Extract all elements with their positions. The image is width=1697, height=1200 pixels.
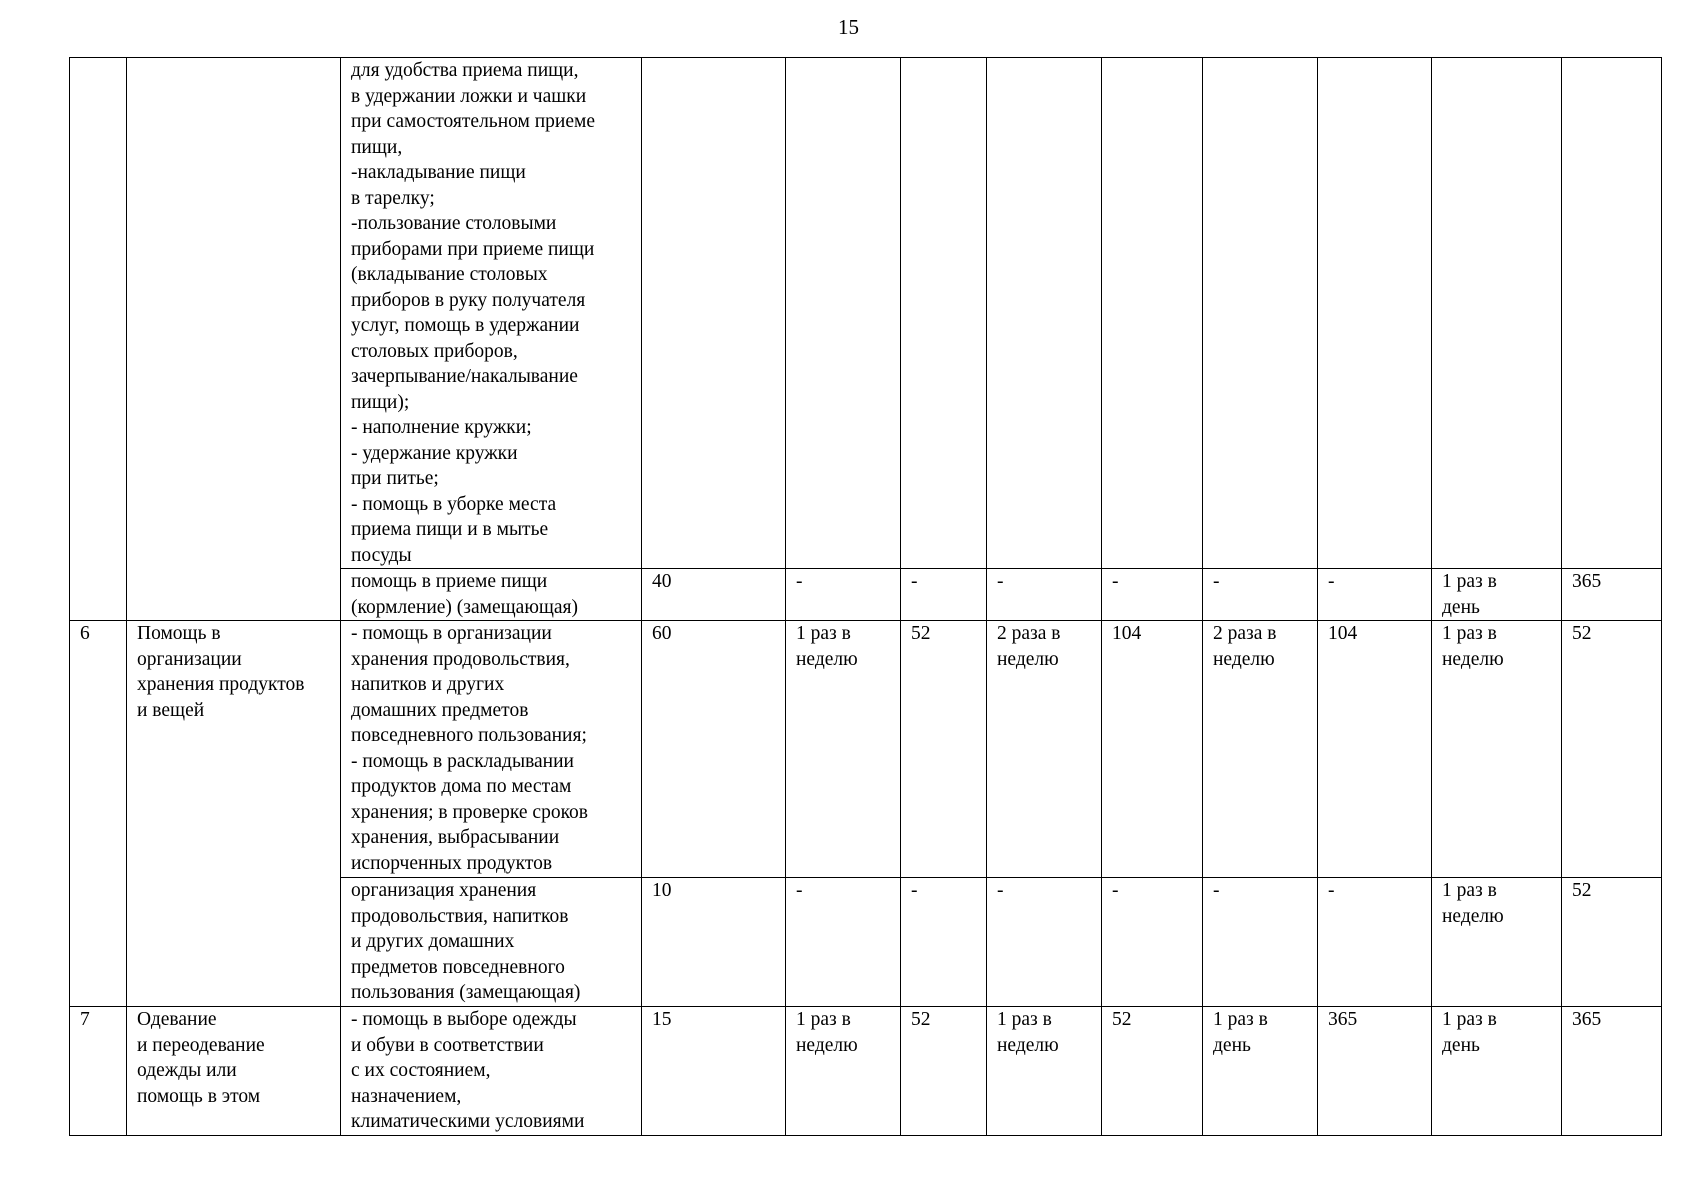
duration-cell: 40 [642, 569, 786, 621]
count-cell [1102, 58, 1203, 569]
frequency-cell: - [987, 569, 1102, 621]
duration-cell: 60 [642, 621, 786, 878]
frequency-cell: 1 раз в неделю [1432, 878, 1562, 1007]
count-cell: - [1102, 878, 1203, 1007]
count-cell: 52 [901, 1007, 987, 1136]
count-cell: 52 [1562, 878, 1662, 1007]
service-description-cell: для удобства приема пищи, в удержании ложки и чашки при самостоятельном приеме пищи, -накладывание пищи в тарелку; -пользование столовыми приборами при приеме пищи (вкладывание столовых приборов в руку получателя услуг, помощь в удержании столовых приборов, зачерпывание/накалывание пищи); - наполнение кружки; - удержание кружки при питье; - помощь в уборке места приема пищи и в мытье посуды [341, 58, 642, 569]
row-number-cell: 6 [70, 621, 127, 1007]
service-description-cell: - помощь в организации хранения продовольствия, напитков и других домашних предметов повседневного пользования; - помощь в раскладывании продуктов дома по местам хранения; в проверке сроков хранения, выбрасывании испорченных продуктов [341, 621, 642, 878]
count-cell: - [901, 569, 987, 621]
services-table [69, 57, 1662, 1136]
frequency-cell: 1 раз в неделю [786, 1007, 901, 1136]
count-cell [901, 58, 987, 569]
count-cell: - [1318, 878, 1432, 1007]
table-row [70, 1007, 1662, 1136]
table-row [70, 621, 1662, 878]
duration-cell: 10 [642, 878, 786, 1007]
count-cell: 52 [1562, 621, 1662, 878]
count-cell: 104 [1102, 621, 1203, 878]
row-number-cell: 7 [70, 1007, 127, 1136]
count-cell [1318, 58, 1432, 569]
frequency-cell: - [987, 878, 1102, 1007]
service-name-cell [127, 58, 341, 621]
service-description-cell: организация хранения продовольствия, напитков и других домашних предметов повседневного пользования (замещающая) [341, 878, 642, 1007]
frequency-cell: 1 раз в день [1432, 569, 1562, 621]
duration-cell [642, 58, 786, 569]
count-cell: 52 [1102, 1007, 1203, 1136]
frequency-cell: - [1203, 878, 1318, 1007]
count-cell: 365 [1318, 1007, 1432, 1136]
frequency-cell [1203, 58, 1318, 569]
frequency-cell: 2 раза в неделю [1203, 621, 1318, 878]
frequency-cell [987, 58, 1102, 569]
frequency-cell: 2 раза в неделю [987, 621, 1102, 878]
frequency-cell: 1 раз в день [1203, 1007, 1318, 1136]
table-row [70, 58, 1662, 569]
frequency-cell: - [786, 569, 901, 621]
count-cell: 365 [1562, 1007, 1662, 1136]
count-cell [1562, 58, 1662, 569]
service-description-cell: - помощь в выборе одежды и обуви в соответствии с их состоянием, назначением, климатическими условиями [341, 1007, 642, 1136]
frequency-cell: 1 раз в неделю [786, 621, 901, 878]
service-name-cell: Помощь в организации хранения продуктов и вещей [127, 621, 341, 1007]
frequency-cell: 1 раз в день [1432, 1007, 1562, 1136]
frequency-cell: 1 раз в неделю [1432, 621, 1562, 878]
frequency-cell: 1 раз в неделю [987, 1007, 1102, 1136]
count-cell: - [901, 878, 987, 1007]
duration-cell: 15 [642, 1007, 786, 1136]
count-cell: 104 [1318, 621, 1432, 878]
frequency-cell [1432, 58, 1562, 569]
count-cell: - [1102, 569, 1203, 621]
service-name-cell: Одевание и переодевание одежды или помощь в этом [127, 1007, 341, 1136]
frequency-cell: - [786, 878, 901, 1007]
service-description-cell: помощь в приеме пищи (кормление) (замещающая) [341, 569, 642, 621]
count-cell: - [1318, 569, 1432, 621]
count-cell: 365 [1562, 569, 1662, 621]
count-cell: 52 [901, 621, 987, 878]
page-number: 15 [838, 15, 859, 39]
frequency-cell: - [1203, 569, 1318, 621]
frequency-cell [786, 58, 901, 569]
row-number-cell [70, 58, 127, 621]
